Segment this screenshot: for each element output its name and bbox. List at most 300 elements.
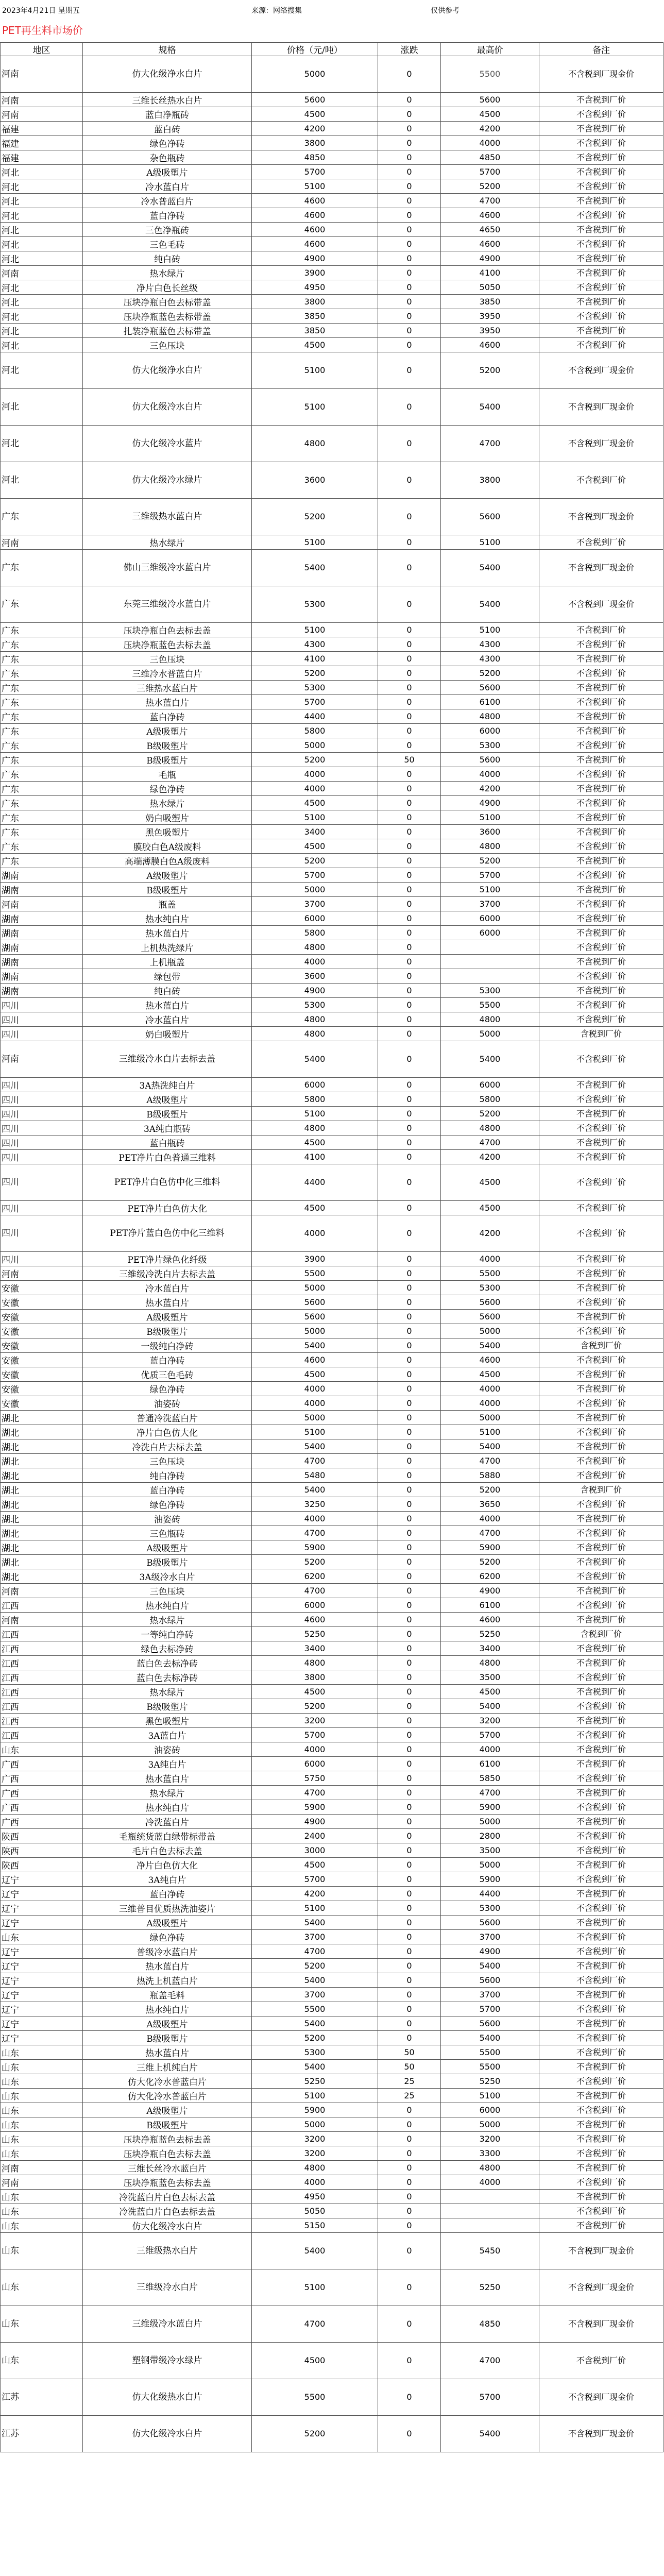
remark-cell: 不含税到厂价	[539, 1497, 663, 1512]
spec-cell: 压块净瓶蓝色去标去盖	[83, 637, 252, 652]
spec-cell: 三维级冷水白片	[83, 2269, 252, 2306]
remark-cell: 不含税到厂现金价	[539, 389, 663, 426]
high-cell: 5800	[441, 1092, 539, 1107]
table-row	[1, 352, 663, 389]
table-row	[1, 426, 663, 462]
region-cell: 安徽	[1, 1281, 83, 1295]
spec-cell: 黑色吸塑片	[83, 1714, 252, 1728]
change-cell: 0	[378, 1512, 441, 1526]
region-cell: 河南	[1, 107, 83, 122]
spec-cell: 3A热洗纯白片	[83, 1078, 252, 1092]
region-cell: 山东	[1, 2089, 83, 2103]
table-row	[1, 1252, 663, 1266]
price-cell: 5300	[252, 2045, 378, 2060]
remark-cell: 不含税到厂价	[539, 2045, 663, 2060]
region-cell: 陕西	[1, 1858, 83, 1872]
change-cell: 0	[378, 1041, 441, 1078]
remark-cell: 不含税到厂价	[539, 753, 663, 767]
change-cell: 0	[378, 839, 441, 854]
table-row	[1, 1973, 663, 1988]
remark-cell: 不含税到厂价	[539, 1382, 663, 1396]
table-row	[1, 623, 663, 637]
spec-cell: 三维级热水白片	[83, 2233, 252, 2269]
report-source: 来源：网络搜集	[251, 7, 302, 15]
region-cell: 湖南	[1, 883, 83, 897]
spec-cell: B级吸塑片	[83, 1107, 252, 1121]
table-row	[1, 550, 663, 586]
table-row	[1, 1041, 663, 1078]
spec-cell: 冷水普蓝白片	[83, 194, 252, 208]
high-cell: 5200	[441, 854, 539, 868]
change-cell: 25	[378, 2074, 441, 2089]
price-cell: 4000	[252, 2175, 378, 2190]
price-cell: 4700	[252, 2306, 378, 2343]
remark-cell: 不含税到厂现金价	[539, 352, 663, 389]
high-cell: 5600	[441, 2016, 539, 2031]
table-row	[1, 1843, 663, 1858]
table-row	[1, 1295, 663, 1310]
page-title: PET再生料市场价	[2, 24, 83, 37]
high-cell: 5600	[441, 1295, 539, 1310]
region-cell: 河南	[1, 1041, 83, 1078]
change-cell: 0	[378, 1324, 441, 1338]
price-cell: 5100	[252, 810, 378, 825]
table-row	[1, 1670, 663, 1685]
table-row	[1, 810, 663, 825]
table-row	[1, 940, 663, 955]
high-cell: 4500	[441, 1367, 539, 1382]
high-cell: 4500	[441, 1201, 539, 1215]
region-cell: 安徽	[1, 1353, 83, 1367]
spec-cell: 冷洗蓝白片白色去标去盖	[83, 2190, 252, 2204]
region-cell: 河北	[1, 194, 83, 208]
spec-cell: 仿大化级冷水绿片	[83, 462, 252, 499]
table-row	[1, 2132, 663, 2146]
change-cell: 0	[378, 767, 441, 782]
region-cell: 四川	[1, 998, 83, 1012]
price-cell: 5700	[252, 695, 378, 709]
region-cell: 安徽	[1, 1295, 83, 1310]
remark-cell: 不含税到厂价	[539, 724, 663, 738]
table-row	[1, 998, 663, 1012]
remark-cell: 不含税到厂价	[539, 208, 663, 223]
price-cell: 3400	[252, 1641, 378, 1656]
high-cell: 3700	[441, 897, 539, 911]
table-row	[1, 237, 663, 251]
high-cell: 4850	[441, 2306, 539, 2343]
spec-cell: 热水蓝白片	[83, 2045, 252, 2060]
table-row	[1, 1815, 663, 1829]
remark-cell: 不含税到厂价	[539, 1973, 663, 1988]
region-cell: 广东	[1, 637, 83, 652]
table-row	[1, 338, 663, 352]
high-cell: 3200	[441, 2132, 539, 2146]
spec-cell: 仿大化级冷水白片	[83, 2218, 252, 2233]
price-cell: 5700	[252, 1872, 378, 1887]
spec-cell: 三维冷水普蓝白片	[83, 666, 252, 681]
remark-cell: 不含税到厂价	[539, 1468, 663, 1483]
table-row	[1, 1887, 663, 1901]
table-row	[1, 1757, 663, 1771]
price-cell: 5900	[252, 1540, 378, 1555]
price-cell: 3600	[252, 969, 378, 984]
remark-cell: 不含税到厂价	[539, 150, 663, 165]
region-cell: 辽宁	[1, 1916, 83, 1930]
spec-cell: 热水纯白片	[83, 2002, 252, 2016]
remark-cell: 不含税到厂价	[539, 1150, 663, 1164]
region-cell: 湖北	[1, 1497, 83, 1512]
remark-cell: 不含税到厂价	[539, 810, 663, 825]
region-cell: 河北	[1, 251, 83, 266]
change-cell: 0	[378, 1367, 441, 1382]
price-cell: 4000	[252, 767, 378, 782]
spec-cell: 仿大化级净水白片	[83, 56, 252, 93]
change-cell: 0	[378, 1800, 441, 1815]
change-cell: 0	[378, 1497, 441, 1512]
price-cell: 5500	[252, 2002, 378, 2016]
spec-cell: A级吸塑片	[83, 1540, 252, 1555]
spec-cell: 热水绿片	[83, 1685, 252, 1699]
price-cell: 5400	[252, 2060, 378, 2074]
high-cell: 5400	[441, 1439, 539, 1454]
region-cell: 河南	[1, 93, 83, 107]
remark-cell: 不含税到厂价	[539, 1656, 663, 1670]
high-cell: 4800	[441, 709, 539, 724]
change-cell: 0	[378, 2190, 441, 2204]
region-cell: 辽宁	[1, 2016, 83, 2031]
region-cell: 广东	[1, 796, 83, 810]
price-cell: 5100	[252, 535, 378, 550]
spec-cell: 奶白吸塑片	[83, 1027, 252, 1041]
price-cell: 4000	[252, 782, 378, 796]
high-cell: 5100	[441, 810, 539, 825]
high-cell: 5300	[441, 738, 539, 753]
region-cell: 河北	[1, 462, 83, 499]
change-cell: 0	[378, 2233, 441, 2269]
table-row	[1, 1454, 663, 1468]
remark-cell: 不含税到厂价	[539, 1641, 663, 1656]
table-row	[1, 324, 663, 338]
price-cell: 5100	[252, 623, 378, 637]
high-cell: 5000	[441, 1858, 539, 1872]
high-cell: 5500	[441, 2060, 539, 2074]
change-cell: 0	[378, 324, 441, 338]
table-row	[1, 1353, 663, 1367]
region-cell: 广西	[1, 1786, 83, 1800]
high-cell: 6100	[441, 1598, 539, 1613]
spec-cell: 绿色净砖	[83, 136, 252, 150]
spec-cell: PET净片绿色化纤级	[83, 1252, 252, 1266]
change-cell: 0	[378, 782, 441, 796]
change-cell: 50	[378, 2060, 441, 2074]
table-row	[1, 2016, 663, 2031]
table-row	[1, 1988, 663, 2002]
price-cell: 5200	[252, 666, 378, 681]
column-header-high: 最高价	[441, 43, 539, 56]
price-cell: 5400	[252, 1916, 378, 1930]
region-cell: 湖南	[1, 911, 83, 926]
spec-cell: 绿色去标净砖	[83, 1641, 252, 1656]
spec-cell: 压块净瓶白色去标去盖	[83, 2146, 252, 2161]
region-cell: 四川	[1, 1027, 83, 1041]
remark-cell: 不含税到厂价	[539, 165, 663, 179]
change-cell: 0	[378, 194, 441, 208]
remark-cell: 不含税到厂现金价	[539, 2416, 663, 2452]
change-cell: 0	[378, 1656, 441, 1670]
change-cell: 0	[378, 1685, 441, 1699]
change-cell: 0	[378, 1858, 441, 1872]
region-cell: 江西	[1, 1728, 83, 1742]
column-header-price: 价格（元/吨）	[252, 43, 378, 56]
change-cell: 0	[378, 897, 441, 911]
region-cell: 湖北	[1, 1526, 83, 1540]
price-cell: 5700	[252, 1728, 378, 1742]
table-row	[1, 2146, 663, 2161]
remark-cell: 不含税到厂价	[539, 825, 663, 839]
table-row	[1, 223, 663, 237]
spec-cell: 仿大化冷水普蓝白片	[83, 2089, 252, 2103]
price-cell: 4700	[252, 1454, 378, 1468]
change-cell: 0	[378, 1201, 441, 1215]
table-row	[1, 165, 663, 179]
high-cell: 5200	[441, 1107, 539, 1121]
region-cell: 河南	[1, 1584, 83, 1598]
remark-cell: 不含税到厂价	[539, 1164, 663, 1201]
column-header-spec: 规格	[83, 43, 252, 56]
high-cell: 5000	[441, 1027, 539, 1041]
table-row	[1, 724, 663, 738]
region-cell: 山东	[1, 2343, 83, 2379]
price-cell: 5250	[252, 1627, 378, 1641]
table-row	[1, 767, 663, 782]
change-cell: 0	[378, 652, 441, 666]
region-cell: 广东	[1, 854, 83, 868]
change-cell: 0	[378, 2204, 441, 2218]
high-cell: 5900	[441, 1800, 539, 1815]
change-cell: 0	[378, 1959, 441, 1973]
remark-cell: 不含税到厂价	[539, 1411, 663, 1425]
remark-cell: 不含税到厂价	[539, 1281, 663, 1295]
high-cell: 4700	[441, 194, 539, 208]
remark-cell: 不含税到厂现金价	[539, 426, 663, 462]
region-cell: 四川	[1, 1012, 83, 1027]
change-cell: 0	[378, 2306, 441, 2343]
change-cell: 0	[378, 1411, 441, 1425]
price-cell: 4600	[252, 1353, 378, 1367]
region-cell: 河南	[1, 2175, 83, 2190]
change-cell: 0	[378, 1670, 441, 1685]
remark-cell: 不含税到厂价	[539, 695, 663, 709]
change-cell: 0	[378, 1786, 441, 1800]
table-row	[1, 93, 663, 107]
price-cell: 5400	[252, 1973, 378, 1988]
change-cell: 0	[378, 1454, 441, 1468]
high-cell: 5500	[441, 998, 539, 1012]
spec-cell: 一等纯白净砖	[83, 1627, 252, 1641]
high-cell: 3300	[441, 2146, 539, 2161]
change-cell: 0	[378, 426, 441, 462]
region-cell: 江西	[1, 1656, 83, 1670]
change-cell: 0	[378, 1916, 441, 1930]
price-cell: 4900	[252, 251, 378, 266]
price-cell: 3700	[252, 1930, 378, 1944]
price-cell: 4000	[252, 1742, 378, 1757]
remark-cell: 不含税到厂价	[539, 1353, 663, 1367]
price-cell: 5800	[252, 1092, 378, 1107]
price-cell: 5250	[252, 2074, 378, 2089]
spec-cell: 3A纯白瓶砖	[83, 1121, 252, 1136]
spec-cell: 冷水蓝白片	[83, 179, 252, 194]
spec-cell: 毛片白色去标去盖	[83, 1843, 252, 1858]
change-cell: 0	[378, 1699, 441, 1714]
report-date: 2023年4月21日 星期五	[2, 7, 80, 15]
change-cell: 0	[378, 1439, 441, 1454]
region-cell: 江西	[1, 1685, 83, 1699]
spec-cell: 东莞三维级冷水蓝白片	[83, 586, 252, 623]
spec-cell: 压块净瓶白色去标带盖	[83, 295, 252, 309]
price-cell: 5900	[252, 2103, 378, 2117]
column-header-change: 涨跌	[378, 43, 441, 56]
spec-cell: A级吸塑片	[83, 2016, 252, 2031]
table-row	[1, 2269, 663, 2306]
table-row	[1, 1714, 663, 1728]
table-row	[1, 1338, 663, 1353]
change-cell: 0	[378, 2146, 441, 2161]
high-cell: 4000	[441, 1382, 539, 1396]
high-cell: 6000	[441, 1078, 539, 1092]
price-cell: 4700	[252, 1786, 378, 1800]
spec-cell: 毛瓶	[83, 767, 252, 782]
price-cell: 4700	[252, 1526, 378, 1540]
region-cell: 广东	[1, 839, 83, 854]
high-cell: 4800	[441, 839, 539, 854]
table-row	[1, 1930, 663, 1944]
spec-cell: B级吸塑片	[83, 753, 252, 767]
change-cell: 0	[378, 251, 441, 266]
table-row	[1, 2175, 663, 2190]
high-cell: 5700	[441, 165, 539, 179]
remark-cell: 不含税到厂价	[539, 839, 663, 854]
region-cell: 山东	[1, 2132, 83, 2146]
spec-cell: 仿大化级冷水白片	[83, 2416, 252, 2452]
table-row	[1, 2161, 663, 2175]
region-cell: 广西	[1, 1800, 83, 1815]
spec-cell: 上机热洗绿片	[83, 940, 252, 955]
table-row	[1, 1540, 663, 1555]
region-cell: 湖北	[1, 1454, 83, 1468]
change-cell: 0	[378, 1901, 441, 1916]
table-row	[1, 1150, 663, 1164]
spec-cell: A级吸塑片	[83, 1092, 252, 1107]
spec-cell: 奶白吸塑片	[83, 810, 252, 825]
spec-cell: PET净片蓝白色仿中化三维料	[83, 1215, 252, 1252]
remark-cell: 不含税到厂现金价	[539, 2233, 663, 2269]
remark-cell: 不含税到厂价	[539, 984, 663, 998]
high-cell: 4700	[441, 1454, 539, 1468]
remark-cell: 不含税到厂价	[539, 535, 663, 550]
high-cell: 6100	[441, 1757, 539, 1771]
spec-cell: 3A纯白片	[83, 1872, 252, 1887]
price-cell: 5000	[252, 1324, 378, 1338]
region-cell: 湖南	[1, 926, 83, 940]
remark-cell: 不含税到厂价	[539, 309, 663, 324]
high-cell: 5600	[441, 1916, 539, 1930]
high-cell: 5000	[441, 2117, 539, 2132]
spec-cell: 热水纯白片	[83, 1800, 252, 1815]
region-cell: 山东	[1, 2306, 83, 2343]
spec-cell: PET净片白色仿中化三维料	[83, 1164, 252, 1201]
region-cell: 辽宁	[1, 1988, 83, 2002]
high-cell: 5250	[441, 1627, 539, 1641]
spec-cell: 蓝白净砖	[83, 208, 252, 223]
price-cell: 4500	[252, 1858, 378, 1872]
table-row	[1, 1078, 663, 1092]
region-cell: 河北	[1, 165, 83, 179]
price-cell: 4200	[252, 1887, 378, 1901]
remark-cell: 不含税到厂价	[539, 122, 663, 136]
table-row	[1, 969, 663, 984]
region-cell: 广东	[1, 623, 83, 637]
change-cell: 0	[378, 1310, 441, 1324]
change-cell: 0	[378, 738, 441, 753]
table-row	[1, 1916, 663, 1930]
price-cell: 5000	[252, 1411, 378, 1425]
region-cell: 安徽	[1, 1338, 83, 1353]
price-cell: 5200	[252, 2031, 378, 2045]
price-cell: 5400	[252, 1439, 378, 1454]
region-cell: 河北	[1, 237, 83, 251]
price-cell: 5050	[252, 2204, 378, 2218]
price-cell: 2400	[252, 1829, 378, 1843]
remark-cell: 不含税到厂价	[539, 666, 663, 681]
remark-cell: 不含税到厂价	[539, 1526, 663, 1540]
table-row	[1, 926, 663, 940]
change-cell: 0	[378, 1728, 441, 1742]
spec-cell: 佛山三维级冷水蓝白片	[83, 550, 252, 586]
table-row	[1, 1483, 663, 1497]
change-cell: 0	[378, 1540, 441, 1555]
remark-cell: 不含税到厂现金价	[539, 2269, 663, 2306]
change-cell: 0	[378, 681, 441, 695]
high-cell: 3950	[441, 309, 539, 324]
region-cell: 辽宁	[1, 1973, 83, 1988]
price-cell: 5100	[252, 1901, 378, 1916]
remark-cell: 不含税到厂价	[539, 338, 663, 352]
change-cell: 0	[378, 1930, 441, 1944]
price-cell: 4500	[252, 1685, 378, 1699]
price-cell: 5200	[252, 1959, 378, 1973]
table-row	[1, 681, 663, 695]
high-cell: 4600	[441, 1613, 539, 1627]
change-cell: 0	[378, 1843, 441, 1858]
table-row	[1, 2045, 663, 2060]
high-cell: 4600	[441, 338, 539, 352]
high-cell: 4900	[441, 251, 539, 266]
spec-cell: 优质三色毛砖	[83, 1367, 252, 1382]
table-row	[1, 1201, 663, 1215]
price-cell: 5000	[252, 1281, 378, 1295]
remark-cell: 不含税到厂价	[539, 1959, 663, 1973]
table-row	[1, 2060, 663, 2074]
region-cell: 河南	[1, 56, 83, 93]
region-cell: 河北	[1, 324, 83, 338]
region-cell: 广东	[1, 825, 83, 839]
change-cell: 0	[378, 535, 441, 550]
high-cell: 4700	[441, 2343, 539, 2379]
price-cell: 5300	[252, 681, 378, 695]
high-cell: 5500	[441, 56, 539, 93]
change-cell: 0	[378, 854, 441, 868]
